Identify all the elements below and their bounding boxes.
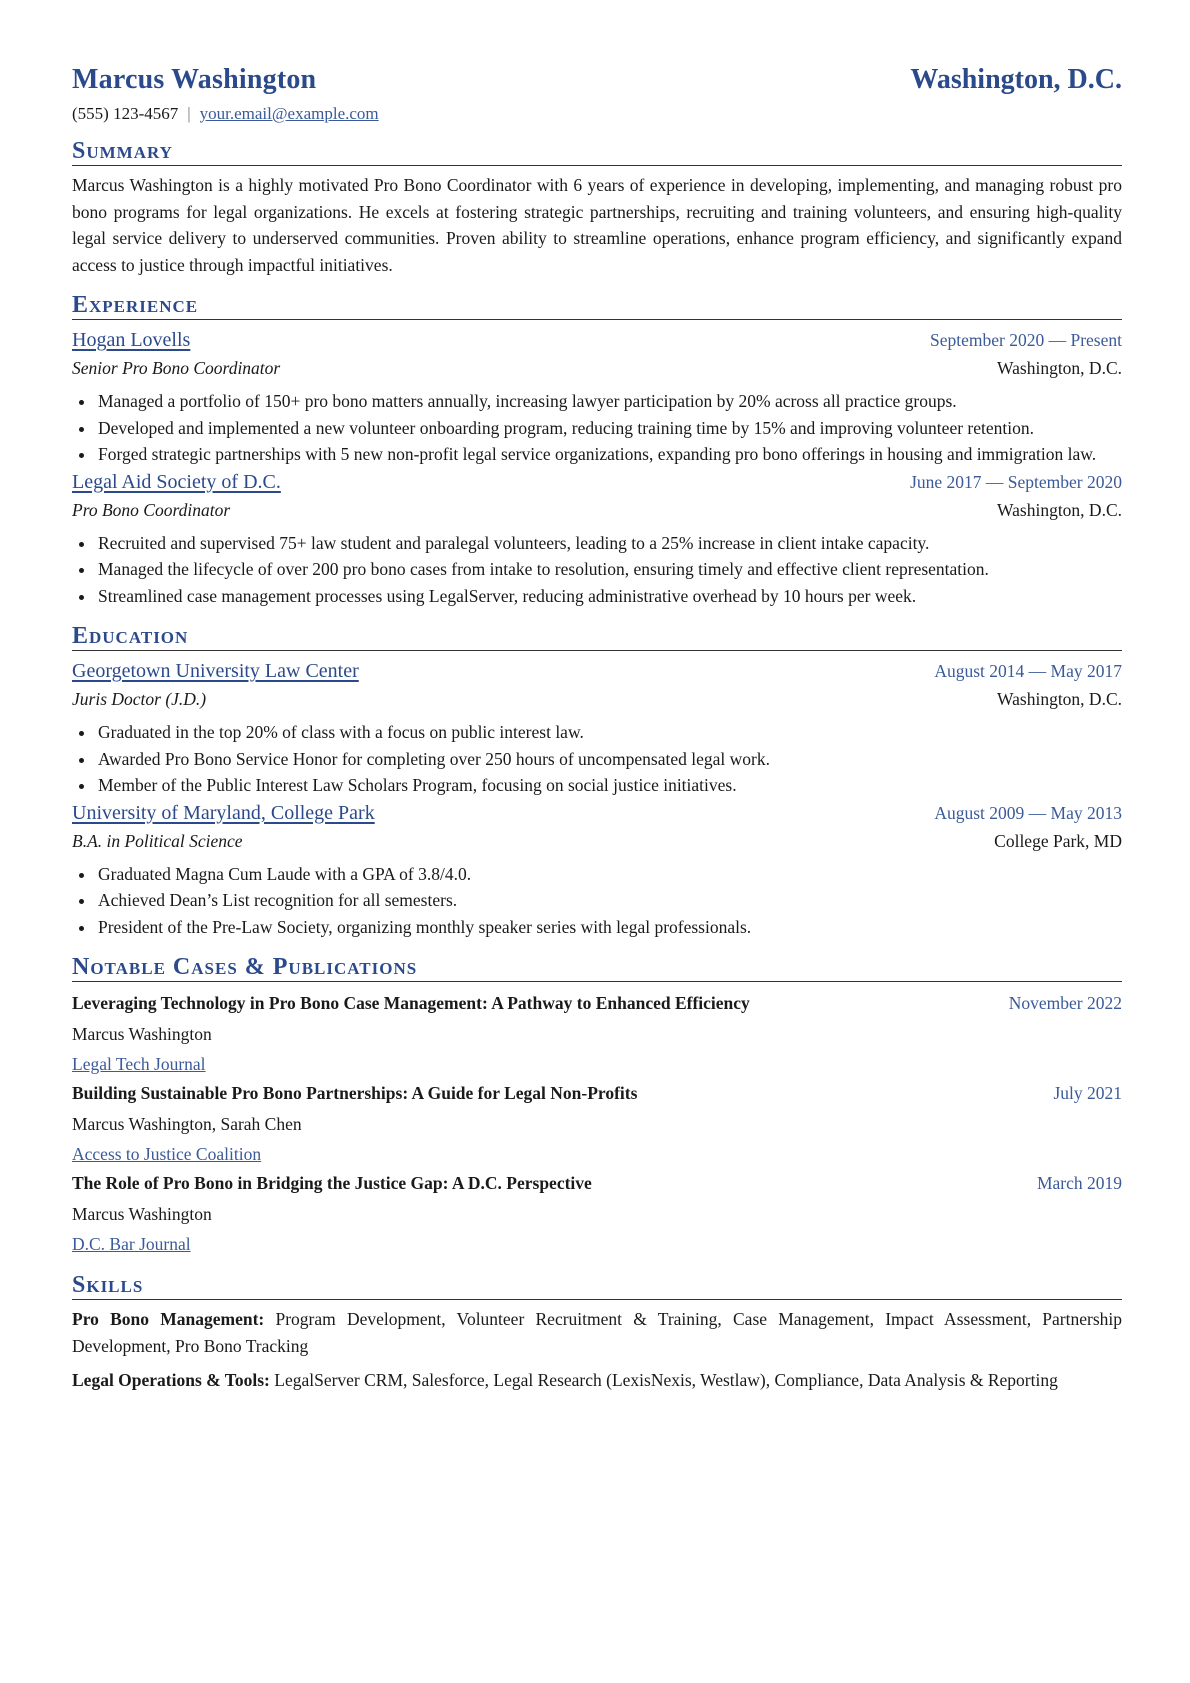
bullet-item: • Forged strategic partnerships with 5 new non-profit legal service organizations, expanding pro bono offerings in housing and immigration law. <box>96 441 1122 468</box>
skill-group-items: Program Development, Volunteer Recruitment & Training, Case Management, Impact Assessment, Partnership Development, Pro Bono Tracking <box>72 1309 1123 1356</box>
summary-text: Marcus Washington is a highly motivated Pro Bono Coordinator with 6 years of experience in developing, implementing, and managing robust pro bono programs for legal organizations. He excels at fostering strategic partnerships, recruiting and training volunteers, and ensuring high-quality legal service delivery to underserved communities. Proven ability to streamline operations, enhance program efficiency, and significantly expand access to justice through impactful initiatives. <box>72 175 1122 275</box>
skill-group <box>72 1367 1122 1394</box>
summary-section <box>72 138 1122 278</box>
entry-location: College Park, MD <box>994 830 1122 851</box>
bullet-item: • Awarded Pro Bono Service Honor for completing over 250 hours of uncompensated legal work. <box>96 746 1122 773</box>
skill-group-label: Legal Operations & Tools: <box>72 1370 270 1390</box>
degree: Juris Doctor (J.D.) <box>72 689 207 709</box>
entry-dates: August 2009 — May 2013 <box>934 802 1122 823</box>
education-entry <box>72 799 1122 941</box>
section-title-experience: Experience <box>72 292 1122 320</box>
bullet-item: • Graduated Magna Cum Laude with a GPA of 3.8/4.0. <box>96 861 1122 888</box>
bullet-item: • Recruited and supervised 75+ law student and paralegal volunteers, leading to a 25% increase in client intake capacity. <box>96 530 1122 557</box>
entry-bullets <box>72 530 1122 610</box>
entry-location: Washington, D.C. <box>997 499 1122 520</box>
entry-location: Washington, D.C. <box>997 358 1122 378</box>
entry-role: Pro Bono Coordinator <box>72 499 231 520</box>
section-title-skills: Skills <box>72 1272 1122 1300</box>
publication-item <box>72 988 1122 1078</box>
bullet-item: • Achieved Dean’s List recognition for all semesters. <box>96 887 1122 914</box>
entry-bullets <box>72 719 1122 799</box>
bullet-item: • Member of the Public Interest Law Scholars Program, focusing on social justice initiatives. <box>96 772 1122 799</box>
bullet-item: • Streamlined case management processes using LegalServer, reducing administrative overhead by 10 hours per week. <box>96 583 1122 610</box>
publication-venue-link[interactable]: Legal Tech Journal <box>72 1054 206 1074</box>
publication-authors: Marcus Washington, Sarah Chen <box>72 1114 302 1134</box>
publication-date: November 2022 <box>1008 993 1122 1013</box>
entry-location: Washington, D.C. <box>997 689 1122 709</box>
contact-separator: | <box>187 104 191 123</box>
publication-title: The Role of Pro Bono in Bridging the Justice Gap: A D.C. Perspective <box>72 1173 592 1193</box>
publication-title: Building Sustainable Pro Bono Partnerships: A Guide for Legal Non-Profits <box>72 1083 638 1103</box>
bullet-item: • Managed a portfolio of 150+ pro bono matters annually, increasing lawyer participation by 20% across all practice groups. <box>96 388 1122 415</box>
publication-date: March 2019 <box>1036 1173 1122 1193</box>
entry-dates: August 2014 — May 2017 <box>934 661 1122 681</box>
experience-section <box>72 292 1122 609</box>
section-title-education: Education <box>72 623 1122 651</box>
contact-line <box>72 104 1122 124</box>
experience-entry <box>72 326 1122 468</box>
org-link[interactable]: Hogan Lovells <box>72 329 191 351</box>
school-link[interactable]: University of Maryland, College Park <box>72 801 375 824</box>
publication-authors: Marcus Washington <box>72 1204 212 1224</box>
degree: B.A. in Political Science <box>72 830 243 851</box>
section-title-publications: Notable Cases & Publications <box>72 954 1122 982</box>
skill-group-items: LegalServer CRM, Salesforce, Legal Research (LexisNexis, Westlaw), Compliance, Data Analysis & Reporting <box>274 1370 1058 1390</box>
section-title-summary: Summary <box>72 138 1122 166</box>
experience-entry <box>72 468 1122 610</box>
publication-item <box>72 1078 1122 1168</box>
bullet-item: • Graduated in the top 20% of class with a focus on public interest law. <box>96 719 1122 746</box>
education-entry <box>72 657 1122 799</box>
publication-title: Leveraging Technology in Pro Bono Case Management: A Pathway to Enhanced Efficiency <box>72 993 750 1013</box>
entry-dates: September 2020 — Present <box>930 330 1122 350</box>
bullet-item: • Developed and implemented a new volunteer onboarding program, reducing training time by 15% and improving volunteer retention. <box>96 415 1122 442</box>
entry-bullets <box>72 388 1122 468</box>
bullet-item: • Managed the lifecycle of over 200 pro bono cases from intake to resolution, ensuring timely and effective client representation. <box>96 556 1122 583</box>
publication-date: July 2021 <box>1053 1083 1122 1103</box>
org-link[interactable]: Legal Aid Society of D.C. <box>72 470 281 493</box>
publication-item <box>72 1168 1122 1258</box>
header-location: Washington, D.C. <box>910 64 1122 95</box>
publication-authors: Marcus Washington <box>72 1024 212 1044</box>
publications-section <box>72 954 1122 1258</box>
publication-venue-link[interactable]: D.C. Bar Journal <box>72 1234 191 1254</box>
entry-bullets <box>72 861 1122 941</box>
skill-group-label: Pro Bono Management: <box>72 1309 265 1329</box>
entry-dates: June 2017 — September 2020 <box>910 471 1122 492</box>
resume-header <box>72 64 1122 96</box>
entry-role: Senior Pro Bono Coordinator <box>72 358 281 378</box>
candidate-name: Marcus Washington <box>72 64 317 95</box>
skill-group <box>72 1306 1122 1359</box>
education-section <box>72 623 1122 940</box>
bullet-item: • President of the Pre-Law Society, organizing monthly speaker series with legal professionals. <box>96 914 1122 941</box>
skills-section <box>72 1272 1122 1394</box>
phone-number: (555) 123-4567 <box>72 104 179 123</box>
school-link[interactable]: Georgetown University Law Center <box>72 660 359 682</box>
publication-venue-link[interactable]: Access to Justice Coalition <box>72 1144 262 1164</box>
email-link[interactable]: your.email@example.com <box>199 104 379 123</box>
